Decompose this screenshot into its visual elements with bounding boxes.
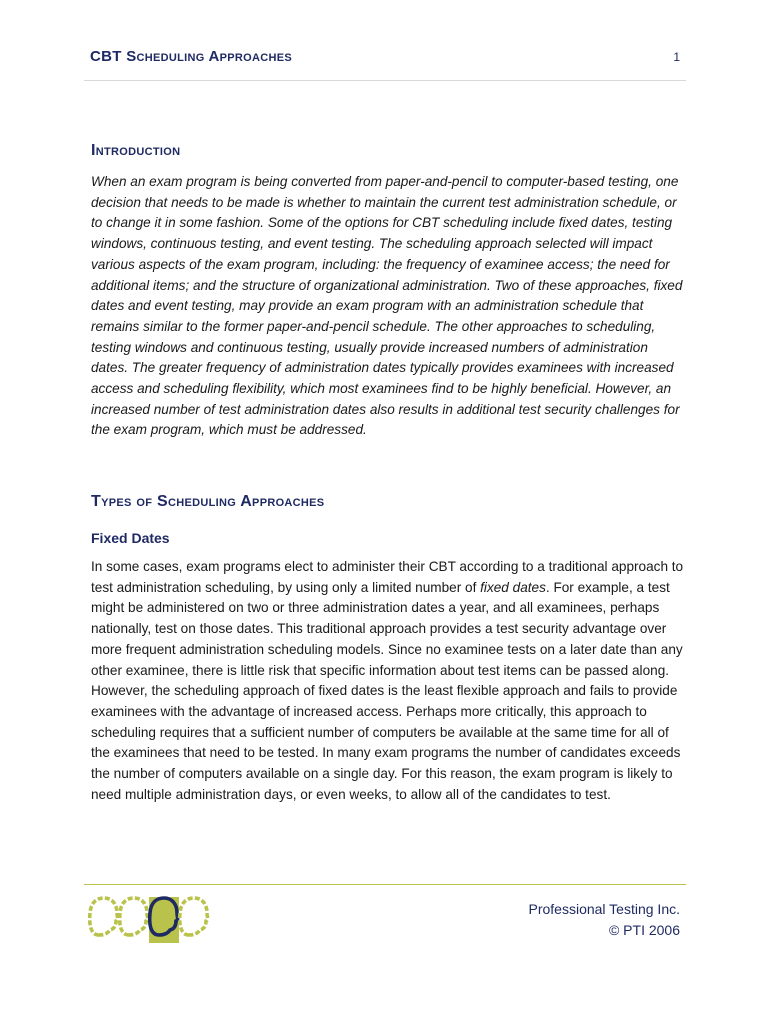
fixed-dates-subheading: Fixed Dates (91, 530, 170, 546)
footer-divider (84, 884, 686, 885)
types-heading: Types of Scheduling Approaches (91, 493, 325, 510)
footer-company: Professional Testing Inc. (528, 901, 680, 917)
fixed-dates-text-1: In some cases, exam programs elect to administer their CBT according to a traditional approach to test administration scheduling, by using only a limited number of (91, 559, 684, 595)
four-heads-logo-icon (86, 893, 210, 945)
fixed-dates-emphasis: fixed dates (480, 579, 546, 595)
page-header (90, 48, 684, 70)
footer-copyright: © PTI 2006 (608, 922, 680, 938)
header-divider (84, 80, 686, 81)
fixed-dates-paragraph (91, 557, 686, 805)
introduction-heading: Introduction (91, 142, 181, 159)
introduction-paragraph: When an exam program is being converted from paper-and-pencil to computer-based testing, one decision that needs to be made is whether to maintain the current test administration schedule, or to change it in some fashion. Some of the options for CBT scheduling include fixed dates, testing windows, continuous testing, and event testing. The scheduling approach selected will impact various aspects of the exam program, including: the frequency of examinee access; the need for additional items; and the structure of organizational administration. Two of these approaches, fixed dates and event testing, may provide an exam program with an administration schedule that remains similar to the former paper-and-pencil schedule. The other approaches to scheduling, testing windows and continuous testing, usually provide increased numbers of administration dates. The greater frequency of administration dates typically provides examinees with increased access and scheduling flexibility, which most examinees find to be highly beneficial. However, an increased number of test administration dates also results in additional test security challenges for the exam program, which must be addressed. (91, 174, 683, 438)
fixed-dates-text-2: . For example, a test might be administered on two or three administration dates a year, and all examinees, perhaps nationally, test on those dates. This traditional approach provides a test security advantage over more frequent administration scheduling models. Since no examinee tests on a later date than any other examinee, there is little risk that specific information about test items can be passed along. However, the scheduling approach of fixed dates is the least flexible approach and fails to provide examinees with the advantage of increased access. Perhaps more critically, this approach to scheduling requires that a sufficient number of computers be available at the same time for all of the examinees that need to be tested. In many exam programs the number of candidates exceeds the number of computers available on a single day. For this reason, the exam program is likely to need multiple administration days, or even weeks, to allow all of the candidates to test. (91, 579, 683, 802)
page-number: 1 (673, 50, 680, 64)
footer-company-info (529, 899, 681, 941)
header-title: CBT Scheduling Approaches (90, 48, 293, 65)
